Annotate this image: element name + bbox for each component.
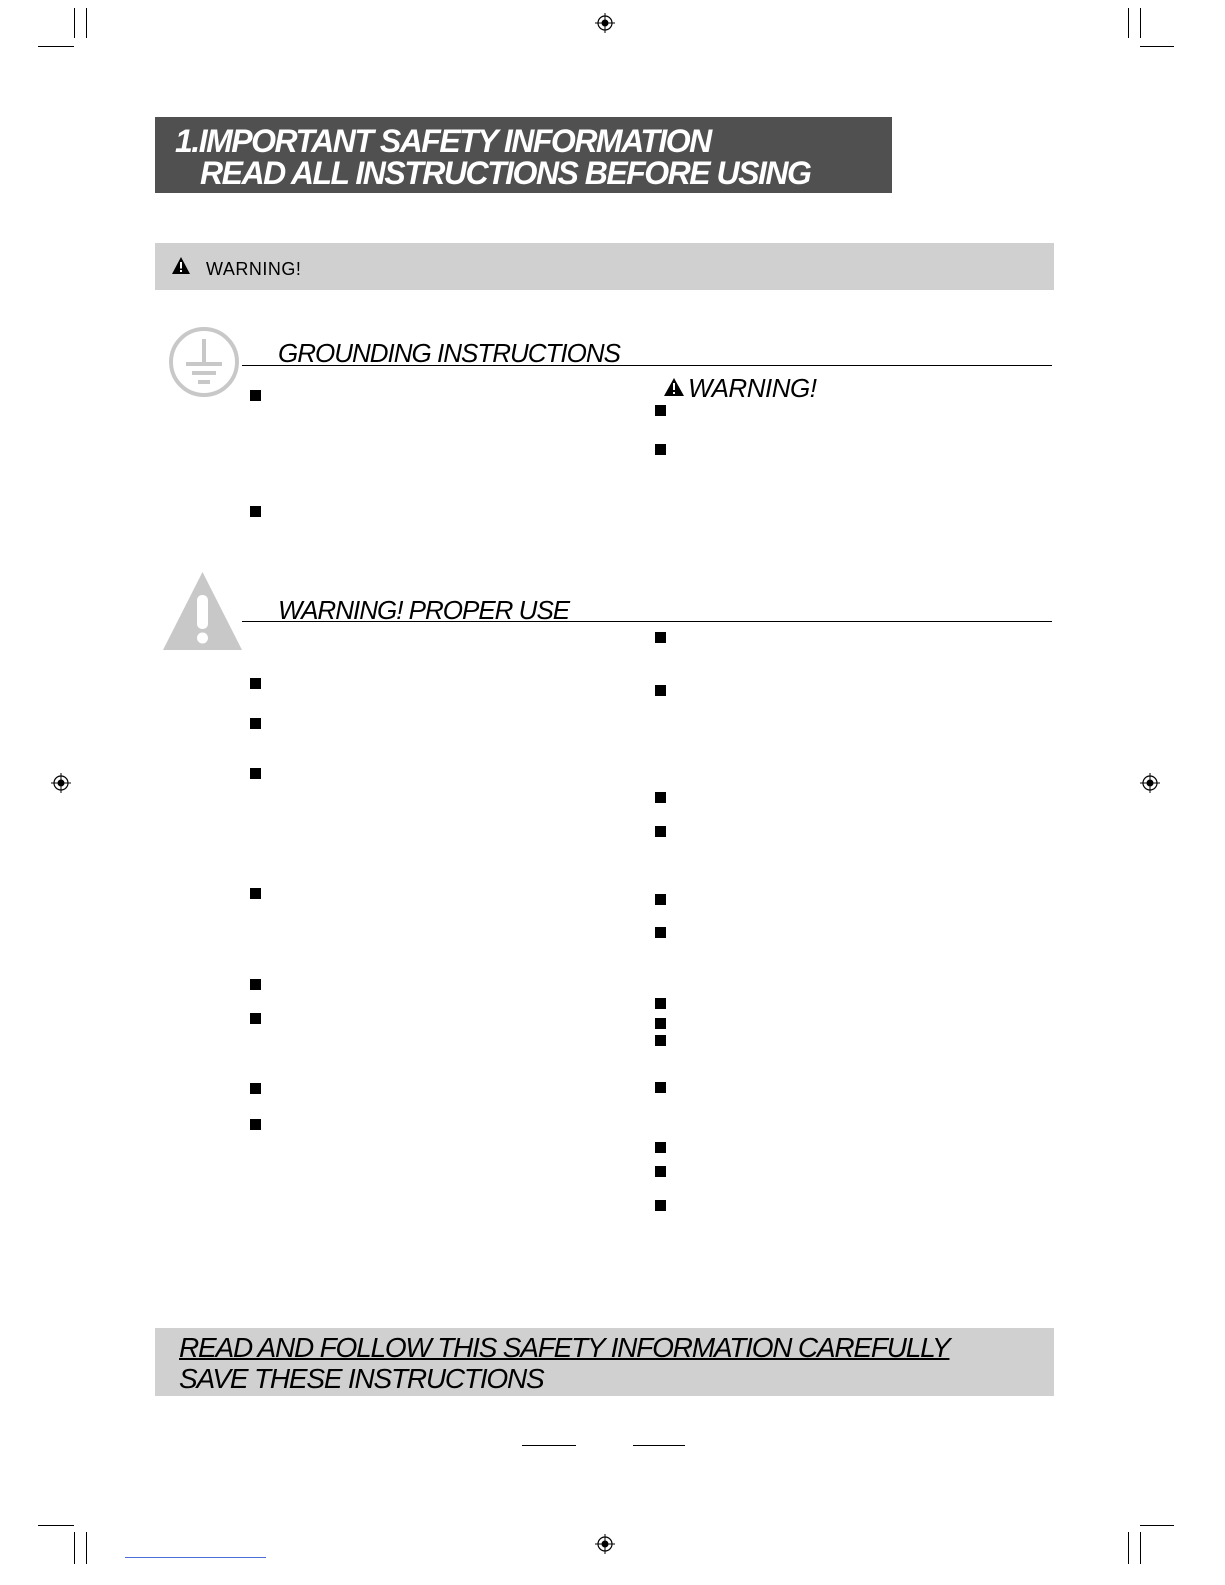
warning-bar — [155, 243, 1054, 290]
list-bullet — [655, 1142, 666, 1153]
list-bullet — [655, 444, 666, 455]
bottom-rule — [125, 1557, 266, 1558]
list-bullet — [655, 927, 666, 938]
sub-warning-label: WARNING! — [688, 373, 817, 403]
list-bullet — [655, 632, 666, 643]
list-bullet — [250, 888, 261, 899]
list-bullet — [250, 979, 261, 990]
list-bullet — [655, 792, 666, 803]
proper-use-heading-rule — [242, 621, 1052, 622]
list-bullet — [655, 1166, 666, 1177]
registration-mark-icon — [51, 773, 71, 793]
page-number-rule-left — [522, 1445, 576, 1446]
exclamation-triangle-icon — [163, 572, 242, 650]
list-bullet — [655, 894, 666, 905]
warning-triangle-icon — [172, 257, 190, 274]
title-banner — [155, 117, 892, 193]
list-bullet — [655, 1018, 666, 1029]
list-bullet — [250, 768, 261, 779]
proper-use-heading: WARNING! PROPER USE — [278, 595, 570, 625]
page-subtitle: READ ALL INSTRUCTIONS BEFORE USING — [200, 155, 811, 191]
list-bullet — [655, 1200, 666, 1211]
ground-symbol-icon — [168, 326, 240, 398]
grounding-heading: GROUNDING INSTRUCTIONS — [278, 338, 620, 368]
grounding-heading-rule — [242, 365, 1052, 366]
footer-line-2: SAVE THESE INSTRUCTIONS — [179, 1363, 544, 1394]
page-number-rule-right — [633, 1445, 685, 1446]
list-bullet — [250, 678, 261, 689]
warning-label: WARNING! — [206, 259, 302, 279]
list-bullet — [250, 506, 261, 517]
list-bullet — [655, 685, 666, 696]
page-title: 1.IMPORTANT SAFETY INFORMATION — [175, 123, 711, 159]
list-bullet — [655, 826, 666, 837]
list-bullet — [250, 1013, 261, 1024]
list-bullet — [250, 1083, 261, 1094]
registration-mark-icon — [595, 1534, 615, 1554]
list-bullet — [655, 1035, 666, 1046]
footer-banner — [155, 1328, 1054, 1396]
list-bullet — [250, 390, 261, 401]
registration-mark-icon — [1140, 773, 1160, 793]
list-bullet — [250, 718, 261, 729]
list-bullet — [655, 998, 666, 1009]
footer-line-1: READ AND FOLLOW THIS SAFETY INFORMATION CAREFULLY — [179, 1332, 950, 1363]
warning-triangle-icon — [664, 378, 684, 396]
list-bullet — [655, 1082, 666, 1093]
registration-mark-icon — [595, 13, 615, 33]
list-bullet — [655, 405, 666, 416]
list-bullet — [250, 1119, 261, 1130]
